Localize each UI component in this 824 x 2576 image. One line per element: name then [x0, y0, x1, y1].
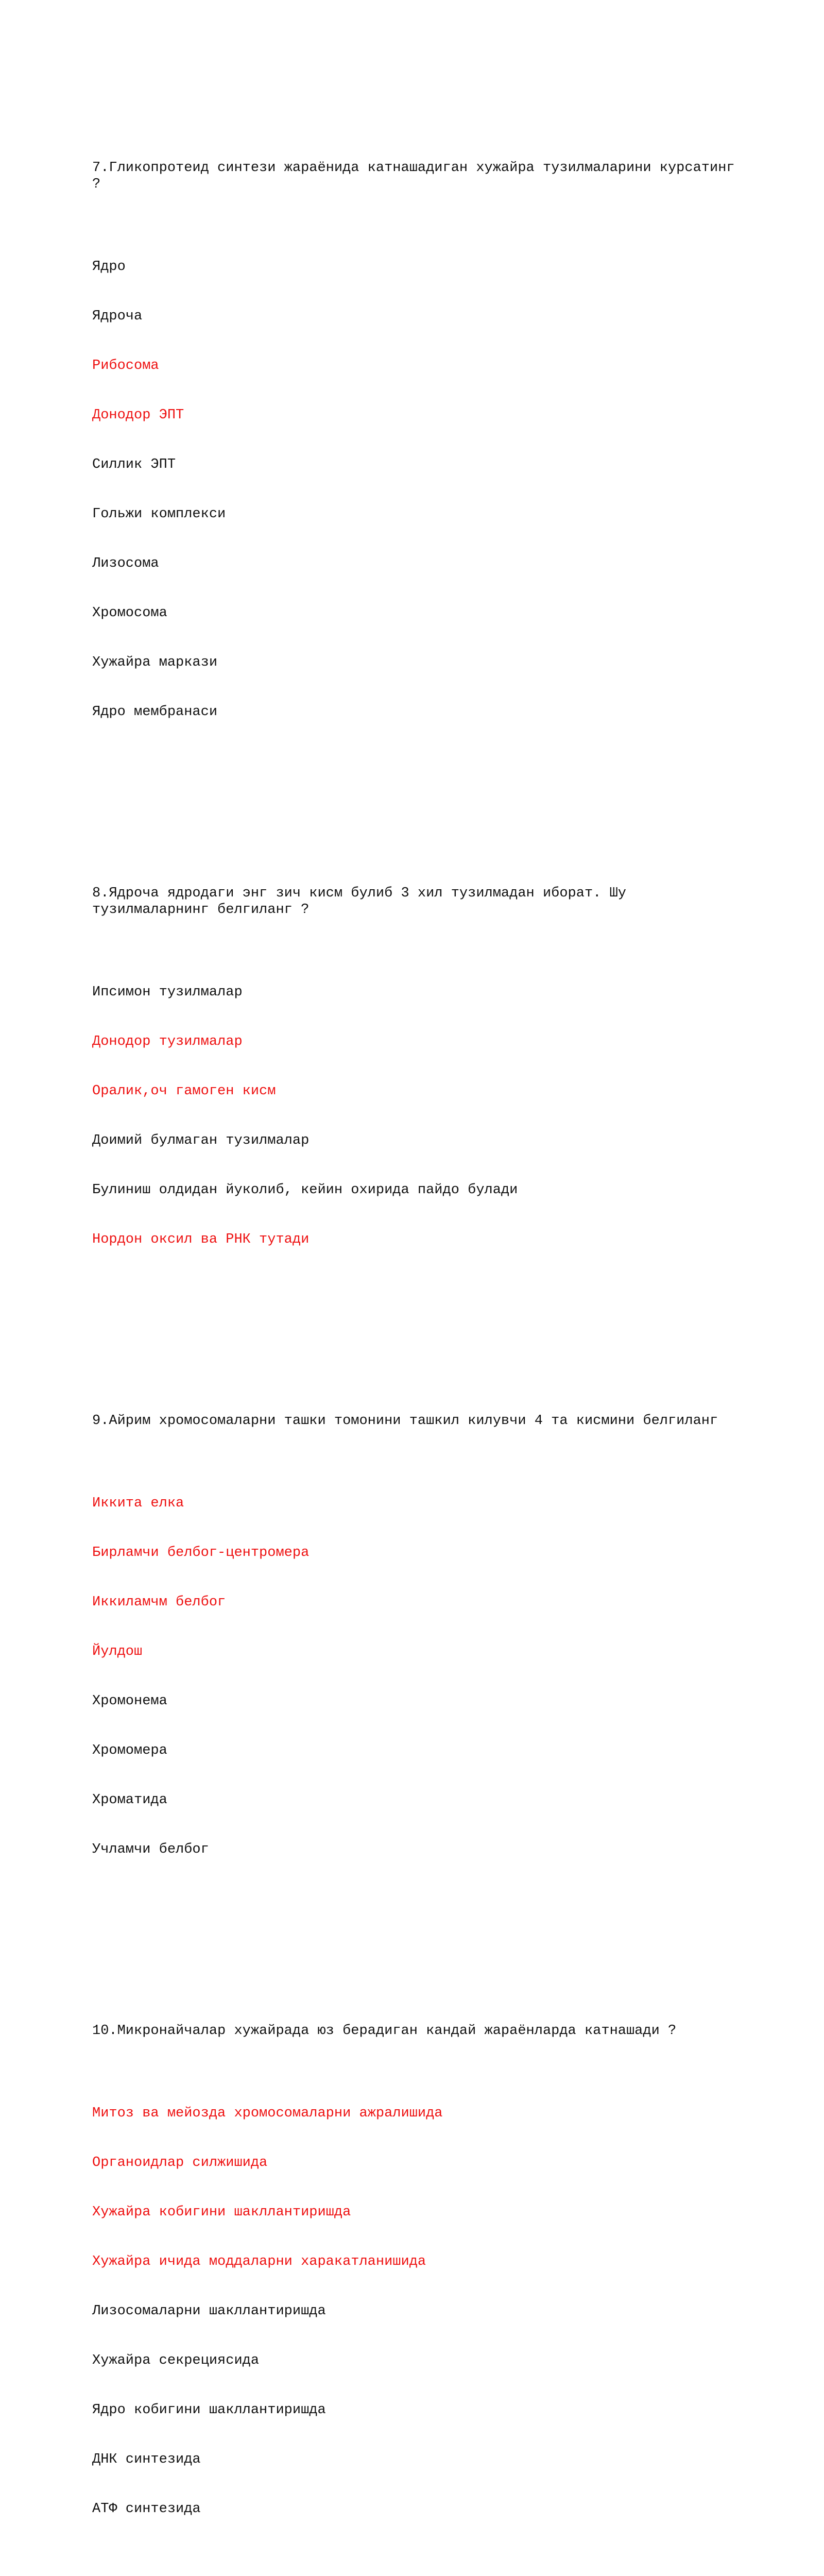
question-9	[92, 1380, 741, 1924]
answer-option: Лизосомаларни шакллантиришда	[92, 2303, 326, 2319]
answer-option: Хужайра секрециясида	[92, 2353, 260, 2368]
answer-list	[92, 1462, 741, 1891]
answer-option: Ядроча	[92, 309, 143, 324]
answer-option: Хромосома	[92, 605, 167, 621]
correct-answer-option: Иккиламчм белбог	[92, 1595, 226, 1610]
question-text: 7.Гликопротеид синтези жараёнида катнашадиган хужайра тузилмаларини курсатинг ?	[92, 160, 743, 192]
correct-answer-option: Нордон оксил ва РНК тутади	[92, 1232, 310, 1247]
correct-answer-option: Оралик,оч гамоген кисм	[92, 1083, 276, 1099]
correct-answer-option: Хужайра ичида моддаларни харакатланишида	[92, 2254, 426, 2269]
question-7	[92, 127, 741, 786]
correct-answer-option: Йулдош	[92, 1644, 143, 1659]
answer-option: Хужайра маркази	[92, 655, 218, 670]
answer-option: Хромомера	[92, 1743, 167, 1758]
question-text: 9.Айрим хромосомаларни ташки томонини ташкил килувчи 4 та кисмини белгиланг	[92, 1413, 718, 1429]
correct-answer-option: Митоз ва мейозда хромосомаларни ажралишида	[92, 2106, 443, 2121]
correct-answer-option: Органоидлар силжишида	[92, 2155, 268, 2171]
answer-option: ДНК синтезида	[92, 2452, 201, 2467]
answer-list	[92, 951, 741, 1281]
correct-answer-option: Хужайра кобигини шакллантиришда	[92, 2205, 351, 2220]
answer-option: Учламчи белбог	[92, 1842, 209, 1857]
correct-answer-option: Бирламчи белбог-центромера	[92, 1545, 310, 1561]
answer-option: Доимий булмаган тузилмалар	[92, 1133, 310, 1148]
answer-option: Силлик ЭПТ	[92, 457, 176, 472]
answer-option: Ядро мембранаси	[92, 704, 218, 720]
correct-answer-option: Донодор тузилмалар	[92, 1034, 243, 1049]
question-10	[92, 1990, 741, 2576]
answer-option: Лизосома	[92, 556, 159, 571]
question-text: 10.Микронайчалар хужайрада юз берадиган кандай жараёнларда катнашади ?	[92, 2023, 677, 2039]
correct-answer-option: Рибосома	[92, 358, 159, 374]
answer-option: Ипсимон тузилмалар	[92, 985, 243, 1000]
answer-option: Ядро	[92, 259, 126, 275]
answer-list	[92, 226, 741, 753]
question-text: 8.Ядроча ядродаги энг зич кисм булиб 3 хил тузилмадан иборат. Шу тузилмаларнинг белгиланг ?	[92, 886, 635, 918]
question-8	[92, 852, 741, 1314]
answer-option: Хроматида	[92, 1792, 167, 1808]
answer-option: Ядро кобигини шакллантиришда	[92, 2402, 326, 2418]
answer-option: Булиниш олдидан йуколиб, кейин охирида пайдо булади	[92, 1182, 518, 1198]
answer-option: Хромонема	[92, 1693, 167, 1709]
correct-answer-option: Донодор ЭПТ	[92, 408, 184, 423]
answer-option: АТФ синтезида	[92, 2501, 201, 2517]
correct-answer-option: Иккита елка	[92, 1496, 184, 1511]
answer-list	[92, 2072, 741, 2550]
document-page	[92, 77, 741, 2576]
answer-option: Гольжи комплекси	[92, 506, 226, 522]
